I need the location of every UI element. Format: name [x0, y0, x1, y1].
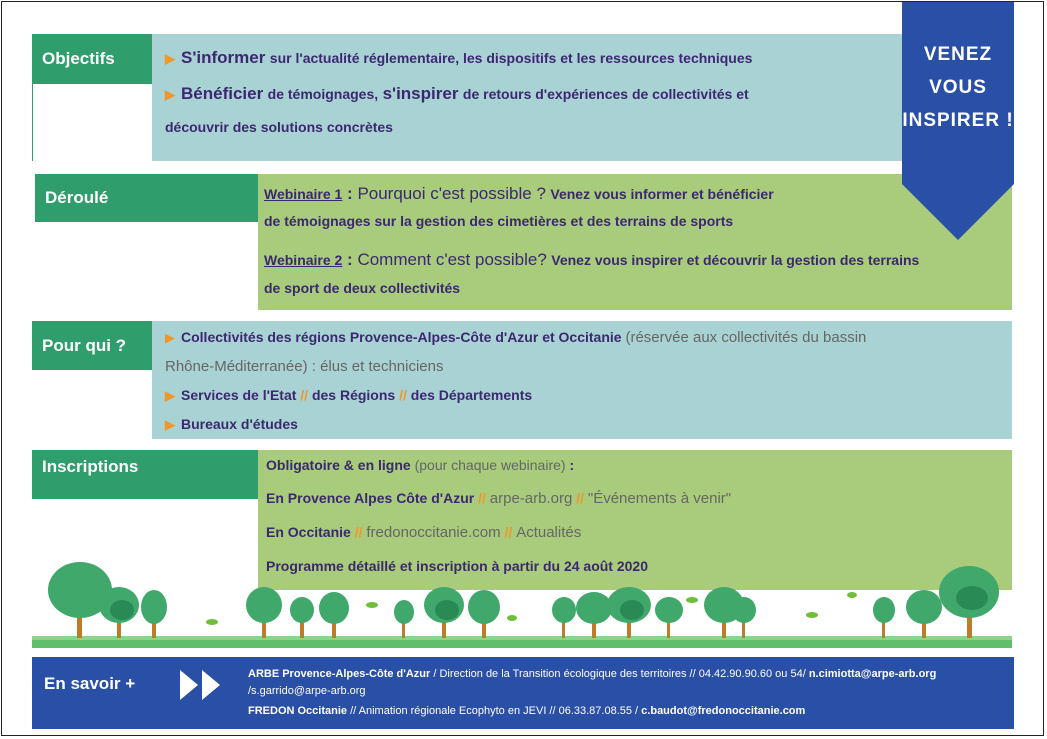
double-arrow-icon [178, 668, 224, 702]
email-baudot[interactable]: c.baudot@fredonoccitanie.com [641, 705, 806, 717]
footer-contact-arbe: ARBE Provence-Alpes-Côte d'Azur / Direction de la Transition écologique des territoires // 04.42.90.90.60 ou 54/ n.cimiotta@arpe-arb.org /s.garrido@arpe-arb.org [248, 668, 937, 697]
pourqui-line-2: Rhône-Méditerranée) : élus et techniciens [165, 358, 444, 375]
arrow-right-icon: ▶ [165, 87, 175, 102]
email-garrido[interactable]: /s.garrido@arpe-arb.org [248, 685, 366, 697]
pourqui-line-3: ▶ Services de l'Etat // des Régions // des Départements [165, 387, 533, 403]
pourqui-line-4: ▶ Bureaux d'études [165, 416, 298, 432]
fredon-link[interactable]: fredonoccitanie.com [366, 524, 501, 541]
arpe-link[interactable]: arpe-arb.org [489, 490, 573, 507]
inscriptions-line-1: Obligatoire & en ligne (pour chaque webinaire) : [266, 457, 575, 473]
banner-text [902, 38, 1014, 137]
pourqui-line-1: ▶ Collectivités des régions Provence-Alpes-Côte d'Azur et Occitanie (réservée aux collectivités du bassin [165, 329, 867, 346]
pourqui-label: Pour qui ? [32, 321, 152, 370]
webinaire-2-line-2: de sport de deux collectivités [264, 280, 461, 296]
email-cimiotta[interactable]: n.cimiotta@arpe-arb.org [808, 668, 937, 680]
inscriptions-label: Inscriptions [32, 450, 258, 499]
trees-illustration [32, 560, 1012, 650]
arrow-right-icon: ▶ [165, 330, 175, 345]
objectifs-label: Objectifs [32, 34, 152, 84]
inscriptions-line-4: Programme détaillé et inscription à partir du 24 août 2020 [266, 558, 649, 574]
objectifs-line-3: découvrir des solutions concrètes [165, 119, 393, 135]
webinaire-1-line: Webinaire 1 : Pourquoi c'est possible ? Venez vous informer et bénéficier [264, 184, 774, 203]
objectifs-line-1: ▶ S'informer sur l'actualité réglementaire, les dispositifs et les ressources techniques [165, 48, 753, 67]
webinaire-2-line: Webinaire 2 : Comment c'est possible? Venez vous inspirer et découvrir la gestion des terrains [264, 250, 920, 269]
banner-line-3: INSPIRER ! [902, 110, 1014, 131]
inscriptions-line-2: En Provence Alpes Côte d'Azur // arpe-arb.org // "Événements à venir" [266, 490, 732, 507]
banner-line-1: VENEZ [923, 44, 993, 65]
footer-contact-fredon: FREDON Occitanie // Animation régionale Ecophyto en JEVI // 06.33.87.08.55 / c.baudot@fredonoccitanie.com [248, 705, 806, 717]
webinaire-1-line-2: de témoignages sur la gestion des cimetières et des terrains de sports [264, 213, 734, 229]
arrow-right-icon: ▶ [165, 51, 175, 66]
deroule-label: Déroulé [35, 174, 258, 222]
objectifs-line-2: ▶ Bénéficier de témoignages, s'inspirer de retours d'expériences de collectivités et [165, 84, 749, 103]
banner-line-2: VOUS [929, 77, 987, 98]
footer-label: En savoir + [44, 674, 136, 693]
inscriptions-line-3: En Occitanie // fredonoccitanie.com // Actualités [266, 524, 582, 541]
arrow-right-icon: ▶ [165, 417, 175, 432]
arrow-right-icon: ▶ [165, 388, 175, 403]
